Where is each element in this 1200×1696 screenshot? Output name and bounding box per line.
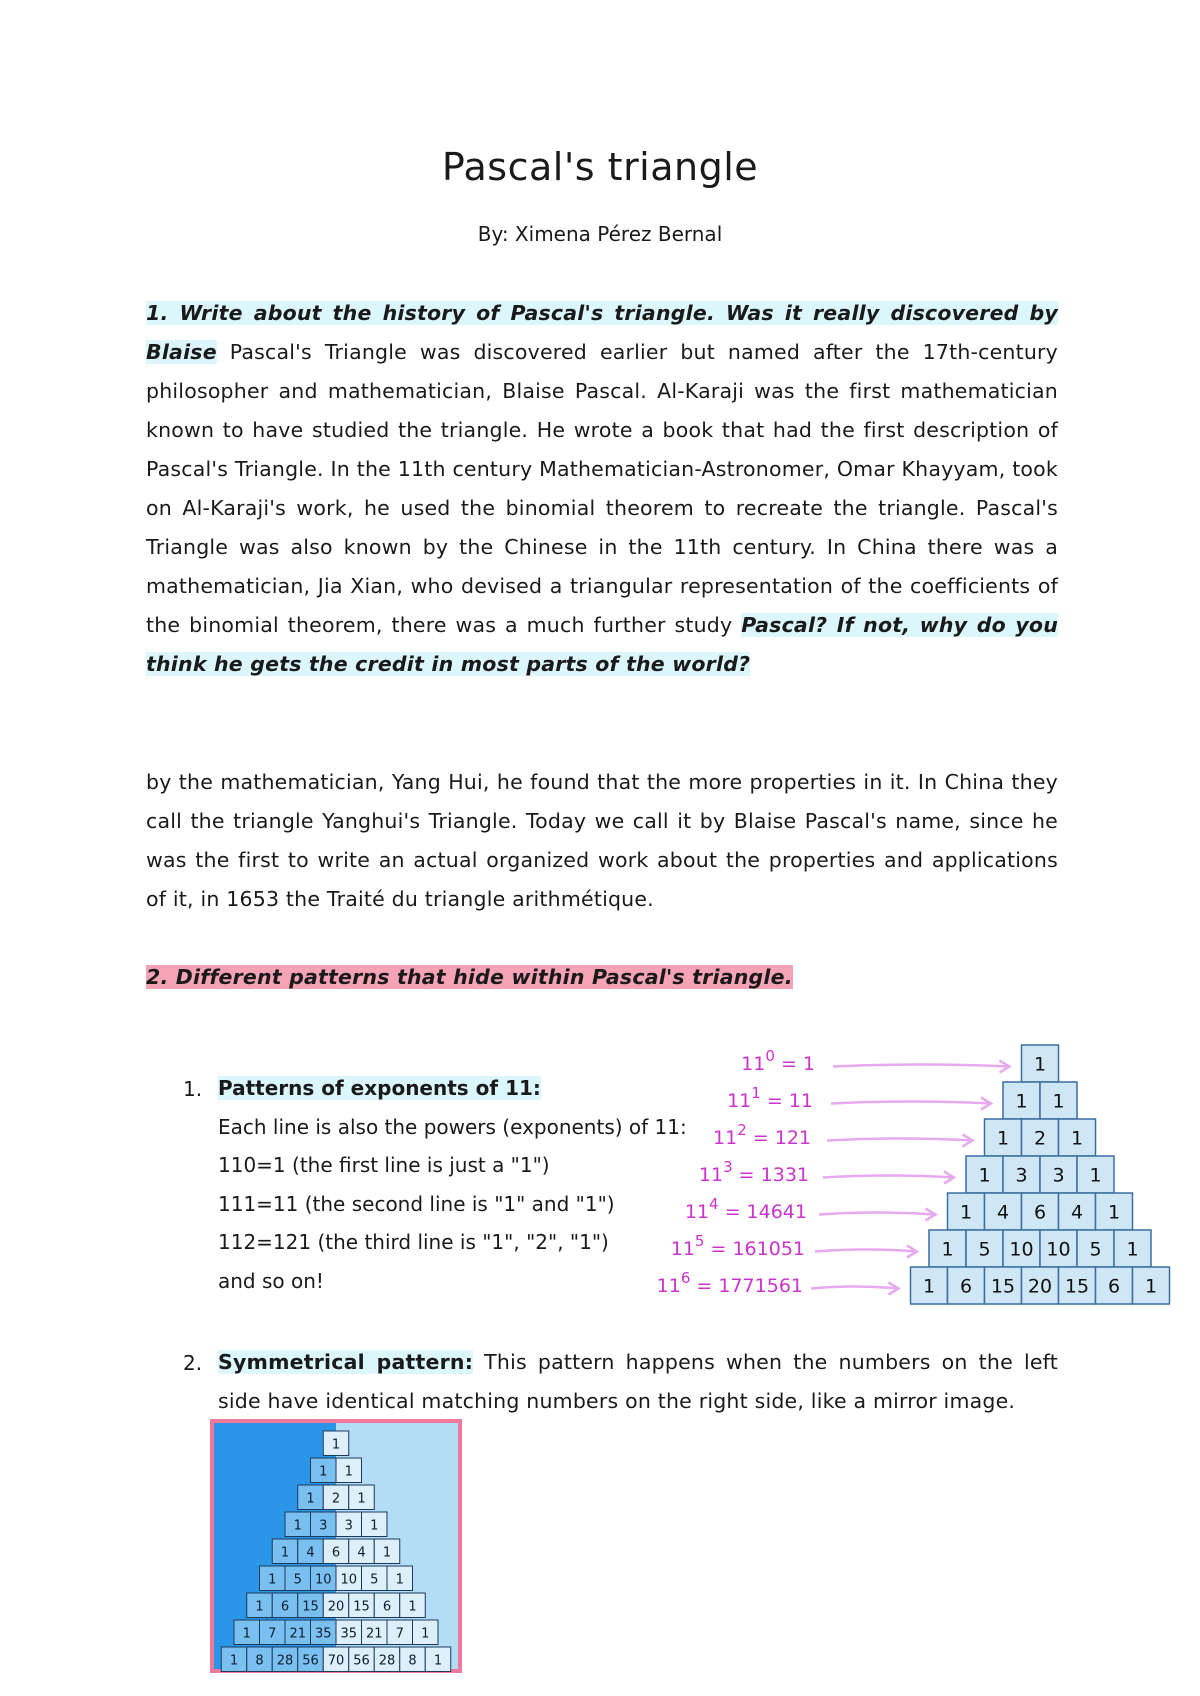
item-text-symmetry: This pattern happens when the numbers on the left side have identical matching numbers on the right side, like a mirror image. — [218, 1350, 1058, 1413]
arrow-icon — [831, 1102, 991, 1104]
item-line: 110=1 (the first line is just a "1") — [218, 1153, 550, 1177]
answer-text-part1: Pascal's Triangle was discovered earlier but named after the 17th-century philosopher and mathematician, Blaise Pascal. Al-Karaji was the first mathematician known to have studied the triangle. He wrote a book that had the first description of Pascal's Triangle. In the 11th century Mathematician-Astronomer, Omar Khayyam, took on Al-Karaji's work, he used the binomial theorem to recreate the triangle. Pascal's Triangle was also known by the Chinese in the 11th century. In China there was a mathematician, Jia Xian, who devised a triangular representation of the coefficients of the binomial theorem, there was a much further study — [146, 340, 1058, 637]
triangle-cell-value: 6 — [382, 1599, 392, 1615]
triangle-cell-value: 1 — [382, 1545, 392, 1561]
section1-paragraph — [146, 294, 1058, 684]
triangle-cell-value: 3 — [1052, 1164, 1065, 1187]
item-line: 111=11 (the second line is "1" and "1") — [218, 1191, 615, 1216]
triangle-cell-value: 15 — [302, 1599, 319, 1615]
triangle-cell-value: 1 — [344, 1464, 353, 1480]
power-label: $11^3 = 1331$ — [698, 1158, 809, 1186]
triangle-cell-value: 1 — [1089, 1164, 1102, 1187]
question-highlight-part1: 1. Write about the history of Pascal's triangle. Was it really discovered by Blaise — [146, 301, 1058, 364]
triangle-cell-value: 56 — [353, 1653, 370, 1669]
triangle-cell-value: 4 — [996, 1201, 1010, 1224]
author-line: By: Ximena Pérez Bernal — [477, 222, 723, 246]
triangle-cell-value: 70 — [327, 1653, 345, 1669]
section2-heading: 2. Different patterns that hide within Pascal's triangle. — [146, 965, 793, 989]
question-highlight-part2: Pascal? If not, why do you think he gets the credit in most parts of the world? — [146, 613, 1058, 676]
power-label: $11^6 = 1771561$ — [656, 1269, 803, 1297]
triangle-cell-value: 1 — [996, 1127, 1010, 1150]
triangle-cell-value: 1 — [1070, 1127, 1084, 1150]
triangle-cell-value: 10 — [1046, 1238, 1071, 1261]
triangle-cell-value: 15 — [1064, 1275, 1090, 1298]
triangle-cell-value: 1 — [280, 1545, 290, 1561]
answer-text-part2: by the mathematician, Yang Hui, he found that the more properties in it. In China they call the triangle Yanghui's Triangle. Today we call it by Blaise Pascal's name, since he was the first to write an actual organized work about the properties and applications of it, in 1653 the Traité du triangle arithmétique. — [146, 770, 1058, 911]
triangle-cell-value: 10 — [1009, 1238, 1034, 1261]
powers-of-eleven-figure — [656, 1030, 1180, 1320]
triangle-cell-value: 10 — [314, 1572, 332, 1588]
triangle-cell-value: 4 — [1070, 1201, 1084, 1224]
triangle-cell-value: 1 — [922, 1275, 936, 1298]
list-item-symmetry — [218, 1343, 1058, 1421]
triangle-cell-value: 3 — [319, 1518, 328, 1534]
triangle-cell-value: 1 — [268, 1572, 277, 1588]
section2-heading-block — [146, 958, 1058, 997]
triangle-cell-value: 1 — [941, 1238, 954, 1261]
triangle-cell-value: 6 — [959, 1275, 973, 1298]
power-label: $11^1 = 11$ — [727, 1084, 813, 1112]
triangle-cell-value: 5 — [370, 1572, 379, 1588]
section1-continuation — [146, 763, 1058, 919]
triangle-cell-value: 4 — [306, 1545, 315, 1561]
triangle-cell-value: 1 — [408, 1599, 417, 1615]
triangle-cell-value: 21 — [289, 1626, 307, 1642]
triangle-cell-value: 21 — [365, 1626, 383, 1642]
triangle-cell-value: 1 — [229, 1653, 239, 1669]
triangle-cell-value: 56 — [302, 1653, 319, 1669]
triangle-cell-value: 1 — [1033, 1053, 1047, 1076]
triangle-cell-value: 6 — [331, 1545, 341, 1561]
triangle-cell-value: 1 — [433, 1653, 443, 1669]
triangle-cell-value: 2 — [1033, 1127, 1047, 1150]
symmetry-triangle-figure — [210, 1419, 462, 1673]
triangle-cell-value: 1 — [293, 1518, 302, 1534]
arrow-icon — [823, 1176, 954, 1178]
triangle-cell-value: 4 — [357, 1545, 366, 1561]
triangle-cell-value: 10 — [340, 1572, 358, 1588]
triangle-cell-value: 1 — [331, 1437, 341, 1453]
triangle-cell-value: 7 — [268, 1626, 277, 1642]
triangle-cell-value: 20 — [327, 1599, 345, 1615]
triangle-cell-value: 20 — [1027, 1275, 1053, 1298]
triangle-cell-value: 35 — [314, 1626, 332, 1642]
triangle-cell-value: 1 — [959, 1201, 973, 1224]
list-item-exponents — [218, 1069, 687, 1300]
triangle-cell-value: 2 — [331, 1491, 341, 1507]
triangle-cell-value: 1 — [370, 1518, 379, 1534]
arrow-icon — [811, 1287, 899, 1289]
triangle-cell-value: 1 — [1052, 1090, 1065, 1113]
triangle-cell-value: 1 — [242, 1626, 251, 1642]
arrow-icon — [815, 1250, 917, 1252]
power-label: $11^2 = 121$ — [713, 1121, 811, 1149]
triangle-cell-value: 6 — [1033, 1201, 1047, 1224]
item-line: 112=121 (the third line is "1", "2", "1") — [218, 1230, 609, 1254]
power-label: $11^4 = 14641$ — [684, 1195, 807, 1223]
power-label: $11^0 = 1$ — [741, 1047, 815, 1075]
triangle-cell-value: 28 — [378, 1653, 396, 1669]
triangle-cell-value: 1 — [395, 1572, 404, 1588]
triangle-cell-value: 35 — [340, 1626, 358, 1642]
triangle-cell-value: 5 — [978, 1238, 991, 1261]
triangle-cell-value: 1 — [357, 1491, 366, 1507]
triangle-cell-value: 1 — [255, 1599, 264, 1615]
arrow-icon — [819, 1213, 936, 1215]
arrow-icon — [827, 1139, 973, 1141]
triangle-cell-value: 8 — [255, 1653, 264, 1669]
triangle-cell-value: 1 — [1015, 1090, 1028, 1113]
triangle-cell-value: 1 — [1107, 1201, 1121, 1224]
list-number-2: 2. — [183, 1351, 203, 1375]
document-title: Pascal's triangle — [441, 145, 759, 189]
triangle-cell-value: 7 — [395, 1626, 404, 1642]
triangle-cell-value: 5 — [1089, 1238, 1102, 1261]
item-line: and so on! — [218, 1268, 324, 1293]
triangle-cell-value: 15 — [353, 1599, 370, 1615]
list-number-1: 1. — [183, 1077, 203, 1101]
triangle-cell-value: 8 — [408, 1653, 417, 1669]
triangle-cell-value: 1 — [978, 1164, 991, 1187]
triangle-cell-value: 1 — [421, 1626, 430, 1642]
triangle-cell-value: 1 — [306, 1491, 315, 1507]
triangle-cell-value: 6 — [1107, 1275, 1121, 1298]
triangle-cell-value: 28 — [276, 1653, 294, 1669]
triangle-cell-value: 1 — [319, 1464, 328, 1480]
triangle-cell-value: 5 — [293, 1572, 302, 1588]
triangle-cell-value: 3 — [1015, 1164, 1028, 1187]
triangle-cell-value: 3 — [344, 1518, 353, 1534]
triangle-cell-value: 6 — [280, 1599, 290, 1615]
item-title-exponents: Patterns of exponents of 11: — [218, 1076, 541, 1100]
item-title-symmetry: Symmetrical pattern: — [218, 1350, 474, 1374]
triangle-cell-value: 1 — [1126, 1238, 1139, 1261]
arrow-icon — [833, 1065, 1010, 1067]
triangle-cell-value: 15 — [990, 1275, 1016, 1298]
power-label: $11^5 = 161051$ — [670, 1232, 805, 1260]
triangle-cell-value: 1 — [1144, 1275, 1158, 1298]
item-line: Each line is also the powers (exponents) of 11: — [218, 1114, 687, 1139]
